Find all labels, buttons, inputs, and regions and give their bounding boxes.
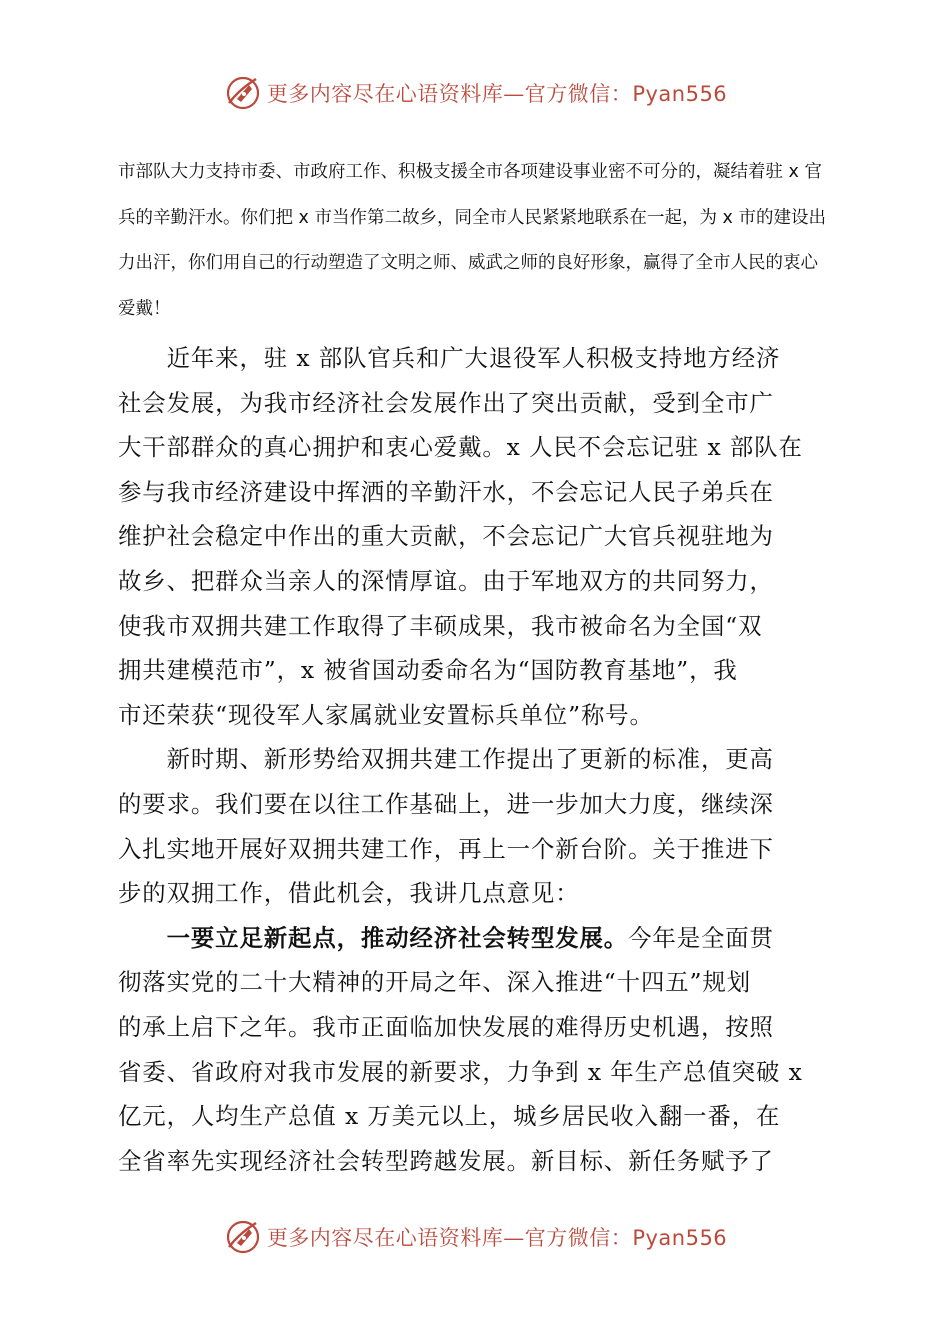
text-line: 省委、省政府对我市发展的新要求，力争到 x 年生产总值突破 x: [118, 1057, 803, 1086]
text-line: 兵的辛勤汗水。你们把 x 市当作第二故乡，同全市人民紧紧地联系在一起，为 x 市的建设出: [118, 207, 826, 228]
text-line: 故乡、把群众当亲人的深情厚谊。由于军地双方的共同努力，: [118, 566, 774, 595]
text-line: 的承上启下之年。我市正面临加快发展的难得历史机遇，按照: [118, 1012, 774, 1041]
header-banner: [0, 68, 950, 118]
text-line: 全省率先实现经济社会转型跨越发展。新目标、新任务赋予了: [118, 1146, 774, 1175]
text-line: 社会发展，为我市经济社会发展作出了突出贡献，受到全市广: [118, 388, 774, 417]
lead-paragraph: [118, 150, 830, 332]
pen-nib-logo-icon: [223, 1217, 263, 1257]
text-line: 步的双拥工作，借此机会，我讲几点意见：: [118, 879, 580, 908]
text-line: 参与我市经济建设中挥洒的辛勤汗水，不会忘记人民子弟兵在: [118, 477, 774, 506]
text-line: 拥共建模范市”，x 被省国动委命名为“国防教育基地”，我: [118, 656, 738, 685]
text-line: 彻落实党的二十大精神的开局之年、深入推进“十四五”规划: [118, 968, 751, 997]
text-line: 入扎实地开展好双拥共建工作，再上一个新台阶。关于推进下: [118, 834, 774, 863]
text-line: 力出汗，你们用自己的行动塑造了文明之师、威武之师的良好形象，赢得了全市人民的衷心: [118, 253, 818, 273]
text-line: 市部队大力支持市委、市政府工作、积极支援全市各项建设事业密不可分的，凝结着驻 x 官: [118, 162, 822, 182]
text-line: 市还荣获“现役军人家属就业安置标兵单位”称号。: [118, 700, 654, 729]
text-line: 新时期、新形势给双拥共建工作提出了更新的标准，更高: [118, 745, 774, 774]
section-heading: 一要立足新起点，推动经济社会转型发展。: [118, 923, 629, 952]
header-banner-text: 更多内容尽在心语资料库—官方微信：Pyan556: [266, 82, 728, 106]
paragraph-achievements: [118, 336, 830, 737]
pen-nib-logo-icon: [223, 73, 263, 113]
paragraph-first-point: [118, 916, 830, 1184]
text-line: 近年来，驻 x 部队官兵和广大退役军人积极支持地方经济: [118, 344, 781, 372]
text-line: 大干部群众的真心拥护和衷心爱戴。x 人民不会忘记驻 x 部队在: [118, 433, 803, 462]
text-line: 使我市双拥共建工作取得了丰硕成果，我市被命名为全国“双: [118, 611, 763, 640]
text-line: 一要立足新起点，推动经济社会转型发展。今年是全面贯: [118, 923, 774, 952]
text-line: 维护社会稳定中作出的重大贡献，不会忘记广大官兵视驻地为: [118, 522, 774, 551]
text-line: 的要求。我们要在以往工作基础上，进一步加大力度，继续深: [118, 789, 774, 818]
text-line: 亿元，人均生产总值 x 万美元以上，城乡居民收入翻一番，在: [118, 1102, 781, 1131]
text-line: 爱戴！: [118, 298, 171, 319]
paragraph-new-requirements: [118, 737, 830, 915]
footer-banner-text: 更多内容尽在心语资料库—官方微信：Pyan556: [266, 1226, 728, 1250]
footer-banner: [0, 1212, 950, 1262]
document-body: [118, 150, 830, 1183]
